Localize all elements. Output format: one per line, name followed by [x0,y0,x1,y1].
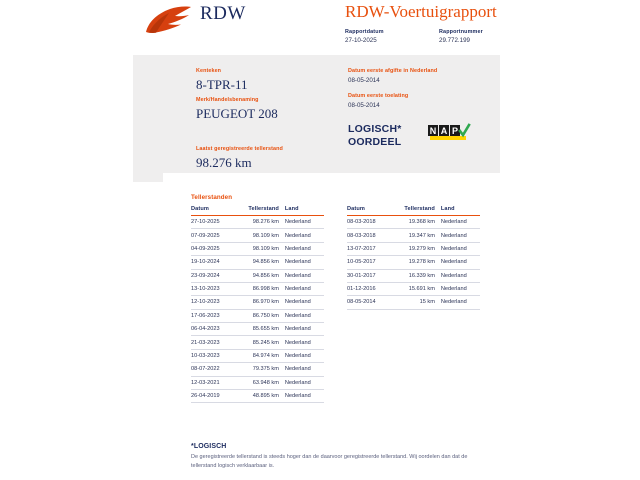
eerste-afgifte-label: Datum eerste afgifte in Nederland [348,68,438,74]
table-row [191,229,324,242]
rdw-logo [140,2,270,38]
cell-datum: 08-07-2022 [191,363,235,376]
cell-tellerstand: 48.895 km [235,389,285,402]
tellerstanden-title: Tellerstanden [191,194,233,201]
footnote-star: * [191,443,194,450]
table-row [191,363,324,376]
cell-tellerstand: 98.109 km [235,242,285,255]
cell-tellerstand: 19.347 km [391,229,441,242]
column-header-datum: Datum [347,205,391,216]
footnote-title-text: LOGISCH [193,443,227,450]
meta-rapportdatum-value: 27-10-2025 [345,37,377,44]
cell-land: Nederland [285,269,324,282]
cell-datum: 23-09-2024 [191,269,235,282]
footnote-text: De geregistreerde tellerstand is steeds hoger dan de daarvoor geregistreerde tellerstand. Wij oordelen dan dat de tellerstand logisch verklaarbaar is. [191,454,468,469]
table-row [347,242,480,255]
eerste-afgifte-value: 08-05-2014 [348,77,380,84]
laatste-tellerstand-label: Laatst geregistreerde tellerstand [196,146,283,152]
cell-tellerstand: 15.691 km [391,282,441,295]
meta-rapportnummer-value: 29.772.199 [439,37,470,44]
cell-land: Nederland [441,269,480,282]
table-row [191,242,324,255]
cell-datum: 04-09-2025 [191,242,235,255]
cell-tellerstand: 94.856 km [235,256,285,269]
column-header-datum: Datum [191,205,235,216]
panel-right-column [348,67,498,117]
cell-tellerstand: 19.368 km [391,216,441,229]
cell-land: Nederland [441,242,480,255]
cell-datum: 17-06-2023 [191,309,235,322]
column-header-land: Land [441,205,480,216]
cell-land: Nederland [285,242,324,255]
svg-text:A: A [440,126,448,136]
vehicle-info-panel [133,55,500,182]
column-header-land: Land [285,205,324,216]
cell-land: Nederland [441,229,480,242]
cell-datum: 01-12-2016 [347,282,391,295]
cell-datum: 12-10-2023 [191,296,235,309]
cell-datum: 13-07-2017 [347,242,391,255]
cell-datum: 21-03-2023 [191,336,235,349]
cell-tellerstand: 16.339 km [391,269,441,282]
cell-land: Nederland [285,256,324,269]
cell-tellerstand: 19.278 km [391,256,441,269]
cell-land: Nederland [285,296,324,309]
table-row [191,256,324,269]
cell-land: Nederland [285,349,324,362]
table-row [191,269,324,282]
merk-label: Merk/Handelsbenaming [196,97,259,103]
report-header [140,2,500,54]
cell-tellerstand: 94.856 km [235,269,285,282]
panel-left-column [196,67,371,174]
table-row [347,269,480,282]
eerste-toelating-label: Datum eerste toelating [348,93,409,99]
cell-datum: 12-03-2021 [191,376,235,389]
tellerstanden-table-left [191,205,324,403]
meta-rapportdatum-label: Rapportdatum [345,29,384,35]
table-row [191,309,324,322]
column-header-tellerstand: Tellerstand [391,205,441,216]
cell-tellerstand: 98.109 km [235,229,285,242]
cell-land: Nederland [285,363,324,376]
rdw-feather-logo-icon [144,5,194,35]
table-header-row [347,205,480,216]
table-row [347,296,480,309]
report-meta [345,28,517,45]
cell-datum: 10-03-2023 [191,349,235,362]
merk-value: PEUGEOT 208 [196,106,278,121]
cell-land: Nederland [285,323,324,336]
cell-datum: 08-05-2014 [347,296,391,309]
cell-land: Nederland [285,282,324,295]
kenteken-label: Kenteken [196,68,222,74]
table-row [347,256,480,269]
cell-tellerstand: 86.970 km [235,296,285,309]
kenteken-value: 8-TPR-11 [196,77,248,92]
table-row [191,323,324,336]
table-row [191,282,324,295]
cell-datum: 13-10-2023 [191,282,235,295]
cell-tellerstand: 86.998 km [235,282,285,295]
cell-land: Nederland [285,376,324,389]
cell-tellerstand: 85.655 km [235,323,285,336]
table-row [347,282,480,295]
table-body-left [191,216,324,403]
cell-land: Nederland [285,229,324,242]
oordeel-line-1: LOGISCH* [348,123,402,135]
cell-land: Nederland [285,216,324,229]
cell-land: Nederland [285,336,324,349]
cell-datum: 30-01-2017 [347,269,391,282]
table-row [191,389,324,402]
cell-land: Nederland [285,309,324,322]
cell-land: Nederland [441,216,480,229]
laatste-tellerstand-value: 98.276 km [196,155,252,170]
page-title: RDW-Voertuigrapport [345,2,497,21]
cell-land: Nederland [285,389,324,402]
cell-land: Nederland [441,256,480,269]
footnote [191,443,501,471]
cell-datum: 27-10-2025 [191,216,235,229]
table-row [347,229,480,242]
cell-tellerstand: 98.276 km [235,216,285,229]
table-body-right [347,216,480,310]
tellerstanden-table-right [347,205,480,310]
footnote-title [191,443,501,450]
cell-datum: 26-04-2019 [191,389,235,402]
eerste-toelating-value: 08-05-2014 [348,102,380,109]
svg-text:P: P [451,126,459,136]
table-row [347,216,480,229]
table-header-row [191,205,324,216]
nap-logo-icon [426,122,472,144]
cell-tellerstand: 63.948 km [235,376,285,389]
table-row [191,296,324,309]
table-row [191,376,324,389]
cell-tellerstand: 85.245 km [235,336,285,349]
cell-land: Nederland [441,296,480,309]
oordeel-block [348,123,402,149]
oordeel-line-2: OORDEEL [348,136,402,148]
meta-rapportnummer-label: Rapportnummer [439,29,483,35]
cell-datum: 08-03-2018 [347,229,391,242]
svg-text:N: N [429,126,437,136]
cell-tellerstand: 86.750 km [235,309,285,322]
cell-datum: 10-05-2017 [347,256,391,269]
table-row [191,336,324,349]
cell-tellerstand: 84.974 km [235,349,285,362]
meta-rapportnummer [439,28,517,45]
cell-land: Nederland [441,282,480,295]
cell-tellerstand: 15 km [391,296,441,309]
cell-datum: 08-03-2018 [347,216,391,229]
cell-datum: 07-09-2025 [191,229,235,242]
cell-datum: 06-04-2023 [191,323,235,336]
meta-rapportdatum [345,28,423,45]
table-row [191,216,324,229]
cell-tellerstand: 19.279 km [391,242,441,255]
cell-datum: 19-10-2024 [191,256,235,269]
cell-tellerstand: 79.375 km [235,363,285,376]
table-row [191,349,324,362]
rdw-wordmark: RDW [200,3,246,24]
column-header-tellerstand: Tellerstand [235,205,285,216]
